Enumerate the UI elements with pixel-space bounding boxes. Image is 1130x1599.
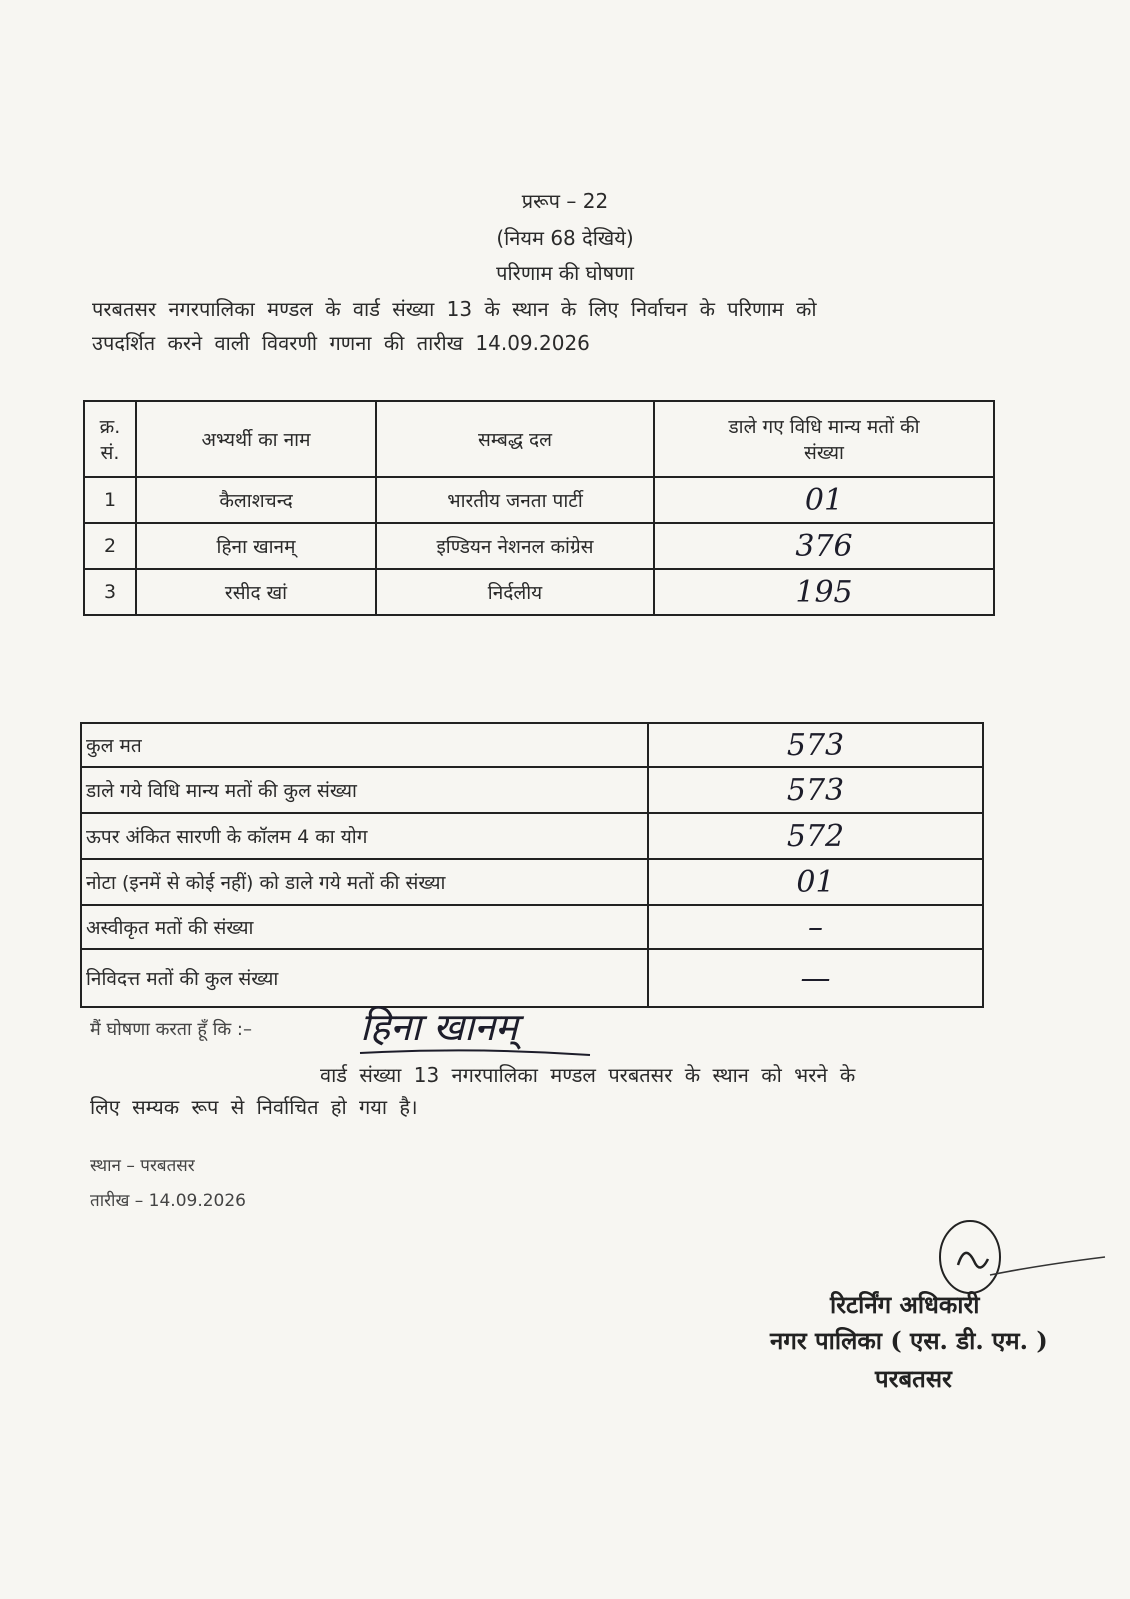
- total-value: 01: [648, 859, 983, 905]
- table-row: [81, 723, 983, 767]
- row-serial: 3: [84, 569, 136, 615]
- declaration-prefix: मैं घोषणा करता हूँ कि :–: [90, 1019, 252, 1040]
- table-header-row: [84, 401, 994, 477]
- row-votes: 01: [654, 477, 994, 523]
- officer-designation: रिटर्निंग अधिकारी: [830, 1290, 980, 1319]
- row-votes: 376: [654, 523, 994, 569]
- total-label: डाले गये विधि मान्य मतों की कुल संख्या: [81, 767, 648, 813]
- candidates-table: [83, 400, 995, 616]
- row-serial: 2: [84, 523, 136, 569]
- row-party: भारतीय जनता पार्टी: [376, 477, 654, 523]
- total-label: नोटा (इनमें से कोई नहीं) को डाले गये मतों की संख्या: [81, 859, 648, 905]
- row-serial: 1: [84, 477, 136, 523]
- winner-handwritten-name: हिना खानम्: [360, 1005, 518, 1049]
- total-label: निविदत्त मतों की कुल संख्या: [81, 949, 648, 1007]
- intro-paragraph: [92, 292, 992, 360]
- serial-header-line-1: क्र.: [99, 416, 121, 438]
- table-row: [81, 905, 983, 949]
- table-row: [84, 569, 994, 615]
- serial-header-line-2: सं.: [100, 442, 120, 464]
- declaration-line-1: वार्ड संख्या 13 नगरपालिका मण्डल परबतसर के स्थान को भरने के: [320, 1063, 856, 1087]
- table-row: [84, 523, 994, 569]
- row-candidate-name: रसीद खां: [136, 569, 376, 615]
- votes-header-line-2: संख्या: [804, 442, 844, 464]
- votes-header: [654, 401, 994, 477]
- total-value: —: [648, 949, 983, 1007]
- place-line: स्थान – परबतसर: [90, 1156, 195, 1176]
- totals-table: [80, 722, 984, 1008]
- total-label: कुल मत: [81, 723, 648, 767]
- votes-header-line-1: डाले गए विधि मान्य मतों की: [728, 416, 920, 438]
- total-value: 572: [648, 813, 983, 859]
- row-candidate-name: हिना खानम्: [136, 523, 376, 569]
- row-votes: 195: [654, 569, 994, 615]
- rule-reference: (नियम 68 देखिये): [496, 226, 634, 250]
- name-header: अभ्यर्थी का नाम: [136, 401, 376, 477]
- declaration-line-2: लिए सम्यक रूप से निर्वाचित हो गया है।: [90, 1095, 418, 1119]
- page-title: परिणाम की घोषणा: [496, 261, 634, 285]
- handwriting-underline-icon: [355, 1045, 595, 1059]
- row-party: निर्दलीय: [376, 569, 654, 615]
- table-row: [81, 859, 983, 905]
- total-label: ऊपर अंकित सारणी के कॉलम 4 का योग: [81, 813, 648, 859]
- intro-line-1: परबतसर नगरपालिका मण्डल के वार्ड संख्या 13 के स्थान के लिए निर्वाचन के परिणाम को: [92, 297, 817, 321]
- total-label: अस्वीकृत मतों की संख्या: [81, 905, 648, 949]
- total-value: –: [648, 905, 983, 949]
- party-header: सम्बद्ध दल: [376, 401, 654, 477]
- serial-header: [84, 401, 136, 477]
- total-value: 573: [648, 723, 983, 767]
- row-candidate-name: कैलाशचन्द: [136, 477, 376, 523]
- table-row: [81, 949, 983, 1007]
- form-number: प्ररूप – 22: [521, 189, 609, 213]
- date-line: तारीख – 14.09.2026: [90, 1191, 246, 1211]
- officer-office: नगर पालिका ( एस. डी. एम. ): [770, 1326, 1048, 1355]
- table-row: [84, 477, 994, 523]
- table-row: [81, 813, 983, 859]
- intro-line-2: उपदर्शित करने वाली विवरणी गणना की तारीख 14.09.2026: [92, 331, 590, 355]
- table-row: [81, 767, 983, 813]
- total-value: 573: [648, 767, 983, 813]
- row-party: इण्डियन नेशनल कांग्रेस: [376, 523, 654, 569]
- officer-place: परबतसर: [875, 1364, 952, 1393]
